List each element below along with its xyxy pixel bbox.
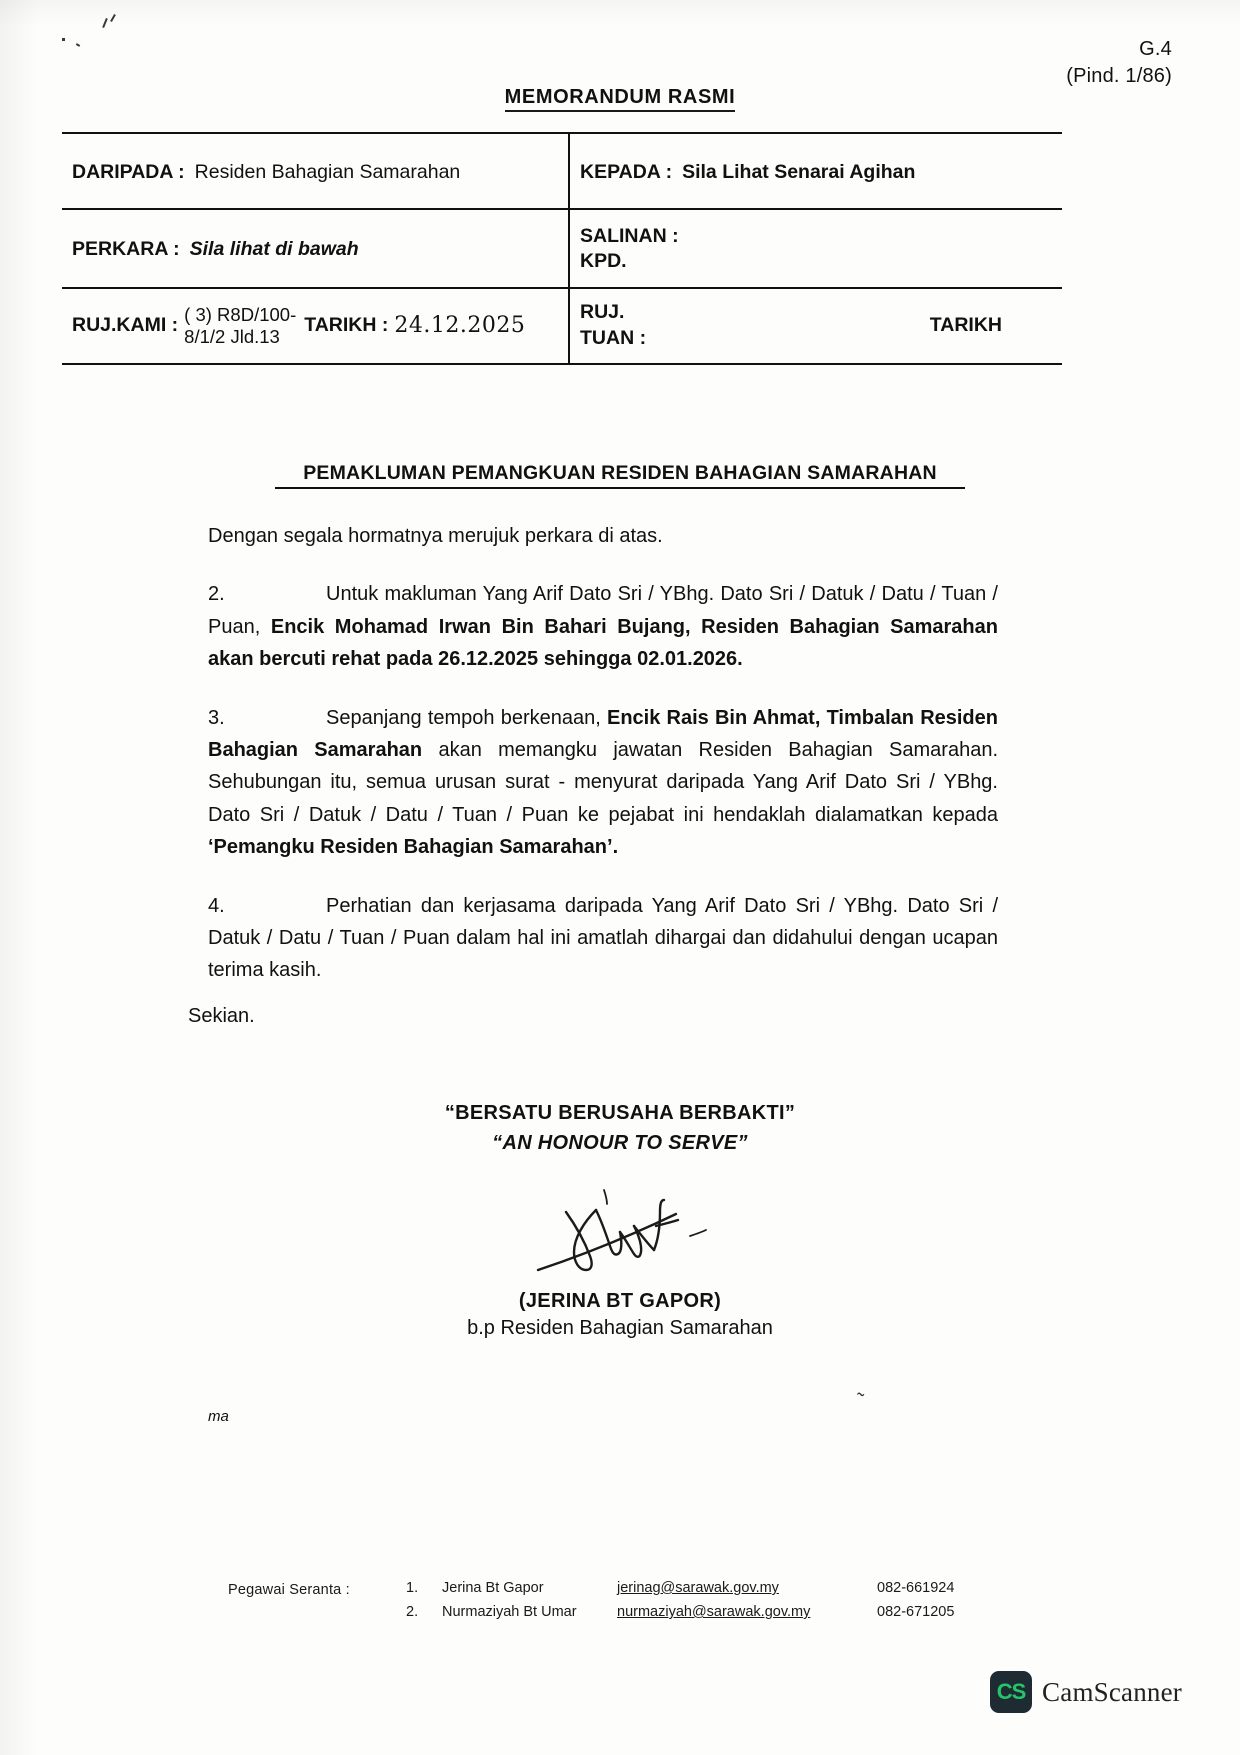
scan-edge-shading-top (0, 0, 1240, 26)
paragraph-3-text-a: Sepanjang tempoh berkenaan, (326, 706, 607, 729)
field-ruj-kami-label: RUJ.KAMI : (72, 314, 179, 337)
memo-header-table (62, 132, 1062, 365)
paragraph-2-bold: Encik Mohamad Irwan Bin Bahari Bujang, Residen Bahagian Samarahan akan bercuti rehat pada 26.12.2025 sehingga 02.01.2026. (208, 615, 998, 671)
signatory-name: (JERINA BT GAPOR) (518, 1290, 722, 1312)
camscanner-logo-icon: CS (990, 1671, 1032, 1713)
footer-row-phone: 082-661924 (877, 1580, 955, 1596)
field-salinan (570, 210, 1062, 287)
field-tarikh-value-text: 24.12.2025 (394, 313, 526, 339)
field-ruj-tuan-label-second-line: TUAN : (580, 326, 647, 349)
paragraph-4 (208, 890, 998, 987)
paragraph-2-number: 2. (208, 583, 225, 606)
form-code-line1: G.4 (1139, 38, 1172, 60)
footer-row-name: Jerina Bt Gapor (442, 1580, 544, 1596)
field-kepada (570, 134, 1062, 208)
field-daripada-label: DARIPADA : (72, 160, 185, 183)
subject-heading-text: PEMAKLUMAN PEMANGKUAN RESIDEN BAHAGIAN SAMARAHAN (275, 462, 965, 489)
field-perkara-value: Sila lihat di bawah (189, 237, 359, 260)
footer-row-index: 2. (406, 1604, 419, 1620)
camscanner-label: CamScanner (1042, 1676, 1182, 1707)
footer-row (406, 1604, 1226, 1628)
footer-rows (406, 1580, 1226, 1628)
field-kepada-label: KEPADA : (580, 160, 673, 183)
subject-heading (0, 462, 1240, 485)
field-perkara-label: PERKARA : (72, 237, 180, 260)
slogan-block (0, 1098, 1240, 1158)
field-daripada (62, 134, 570, 208)
footer-row-name: Nurmaziyah Bt Umar (442, 1604, 577, 1620)
paragraph-3-bold-a: Encik Rais Bin Ahmat, Timbalan Residen Bahagian Samarahan (208, 706, 998, 761)
page-title (0, 86, 1240, 109)
scan-speck (62, 38, 65, 41)
paragraph-4-text: Perhatian dan kerjasama daripada Yang Arif Dato Sri / YBhg. Dato Sri / Datuk / Datu / Tuan / Puan dalam hal ini amatlah dihargai dan didahului dengan ucapan terima kasih. (208, 894, 998, 982)
slogan-line-2: “AN HONOUR TO SERVE” (492, 1132, 748, 1154)
paragraph-3-bold-b: ‘Pemangku Residen Bahagian Samarahan’. (208, 836, 619, 859)
field-ruj-kami-value-line1: ( 3) R8D/100- (184, 303, 297, 325)
camscanner-watermark (990, 1671, 1182, 1713)
footer-row-index: 1. (406, 1580, 419, 1596)
field-ruj-kami (62, 289, 570, 363)
field-tarikh-value (394, 313, 525, 338)
footer-label: Pegawai Seranta : (228, 1582, 350, 1598)
document-body (208, 520, 998, 1013)
field-kepada-value: Sila Lihat Senarai Agihan (682, 160, 916, 183)
table-row-references (62, 289, 1062, 363)
paragraph-2-text: Untuk makluman Yang Arif Dato Sri / YBhg. Dato Sri / Datuk / Datu / Tuan / Puan, (208, 583, 998, 638)
paragraph-2 (208, 578, 998, 675)
form-code-line2: (Pind. 1/86) (1066, 65, 1172, 87)
paragraph-3-number: 3. (208, 706, 225, 729)
field-ruj-tuan-label: RUJ. (580, 301, 625, 324)
slogan-line-1: “BERSATU BERUSAHA BERBAKTI” (444, 1102, 796, 1124)
page-title-text: MEMORANDUM RASMI (505, 86, 736, 112)
field-ruj-kami-value-line2: 8/1/2 Jld.13 (184, 325, 280, 347)
field-ruj-tuan-label-group (580, 300, 646, 351)
paragraph-opening: Dengan segala hormatnya merujuk perkara di atas. (208, 525, 663, 547)
field-salinan-label-second-line: KPD. (580, 250, 627, 273)
scan-edge-shading-left (0, 0, 38, 1755)
signatory-role: b.p Residen Bahagian Samarahan (467, 1317, 773, 1339)
field-tarikh-label: TARIKH : (304, 314, 389, 337)
table-row-subject-copy (62, 210, 1062, 289)
field-ruj-kami-value (184, 304, 296, 348)
pen-mark: ˜ (851, 1389, 866, 1413)
paragraph-3-text-b: akan memangku jawatan Residen Bahagian Samarahan. Sehubungan itu, semua urusan surat - menyurat daripada Yang Arif Dato Sri / YBhg. Dato Sri / Datuk / Datu / Tuan / Puan ke pejabat ini hendaklah dialamatkan kepada (208, 738, 998, 826)
handwritten-signature-icon (480, 1178, 760, 1288)
scan-speck (76, 43, 80, 47)
field-perkara (62, 210, 570, 287)
footer-row-email[interactable]: jerinag@sarawak.gov.my (617, 1580, 779, 1596)
footer-row-phone: 082-671205 (877, 1604, 955, 1620)
footer-row-email[interactable]: nurmaziyah@sarawak.gov.my (617, 1604, 811, 1620)
field-ruj-tuan (570, 289, 1062, 363)
scan-speck (102, 18, 108, 28)
field-daripada-value: Residen Bahagian Samarahan (194, 160, 461, 183)
footer-row (406, 1580, 1226, 1604)
typist-initials: ma (208, 1408, 229, 1425)
field-salinan-label: SALINAN : (580, 225, 679, 247)
scan-speck (110, 14, 116, 22)
paragraph-closing: Sekian. (188, 1005, 255, 1027)
field-tarikh-tuan-label: TARIKH (929, 314, 1002, 337)
signature-block (0, 1178, 1240, 1340)
paragraph-4-number: 4. (208, 894, 225, 917)
form-code (1066, 36, 1172, 90)
table-row-from-to (62, 134, 1062, 210)
field-salinan-label-group (580, 224, 679, 275)
paragraph-3 (208, 702, 998, 864)
